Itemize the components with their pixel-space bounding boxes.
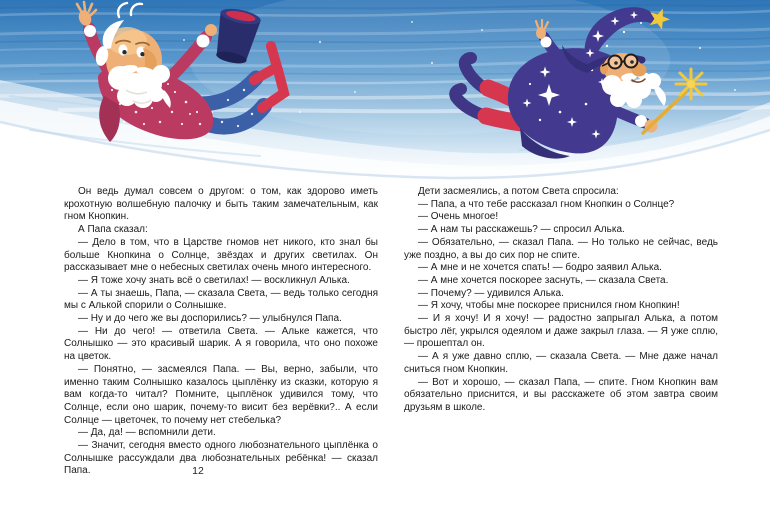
paragraph: — А ты знаешь, Папа, — сказала Света, — ведь только сегодня мы с Алькой спорили о Солнышке. [64, 287, 378, 312]
paragraph: — И я хочу! И я хочу! — радостно запрыгал Алька, а потом быстро лёг, укрылся одеялом и даже закрыл глаза. — Я уже сплю, — прошептал он. [404, 313, 718, 350]
left-text-column [64, 186, 378, 478]
paragraph: — Дело в том, что в Царстве гномов нет никого, кто знал бы больше Кнопкина о Солнце, звёздах и других светилах. Он рассказывает мне о небесных светилах очень много интересного. [64, 236, 378, 274]
paragraph: — Да, да! — вспомнили дети. [78, 427, 216, 439]
paragraph: Дети засмеялись, а потом Света спросила: [418, 186, 619, 197]
grandpa-cuff2 [197, 35, 210, 48]
paragraph: — Понятно, — засмеялся Папа. — Вы, верно, забыли, что именно таким Солнышко казалось цыплёнку из сказки, которую я вам когда-то читал? Помните, цыплёнок удивился тому, что Солнце, если оно шарик, почему-то висит без верёвки?.. А если Солнце — цветочек, то почему нет стебелька? [64, 363, 378, 426]
paragraph: — Очень многое! [418, 211, 499, 223]
paragraph: — А нам ты расскажешь? — спросил Алька. [418, 224, 625, 236]
paragraph: — Я тоже хочу знать всё о светилах! — воскликнул Алька. [78, 274, 350, 286]
paragraph: — А мне хочется поскорее заснуть, — сказала Света. [418, 274, 669, 286]
paragraph: — Папа, а что тебе рассказал гном Кнопкин о Солнце? [418, 198, 675, 210]
paragraph: — Я хочу, чтобы мне поскорее приснился гном Кнопкин! [418, 300, 680, 312]
grandpa-cuff [84, 25, 96, 37]
illustration [0, 0, 770, 192]
paragraph: — Ни до чего! — ответила Света. — Альке кажется, что Солнышко — это красивый шарик. А я говорила, что оно похоже на цветок. [64, 325, 378, 363]
paragraph: — Вот и хорошо, — сказал Папа, — спите. Гном Кнопкин вам обязательно приснится, и вы расскажете об этом завтра своим друзьям в школе. [404, 376, 718, 413]
right-text-column [404, 186, 718, 415]
paragraph: — А я уже давно сплю, — сказала Света. — Мне даже начал сниться гном Кнопкин. [404, 351, 718, 375]
page-number: 12 [192, 465, 204, 477]
paragraph: — Значит, сегодня вместо одного любознательного цыплёнка о Солнышке рассуждали два любознательных ребёнка! — сказал Папа. [64, 440, 378, 477]
paragraph: — Ну и до чего же вы доспорились? — улыбнулся Папа. [78, 313, 342, 325]
paragraph: А Папа сказал: [78, 224, 148, 236]
grandpa-hand-hat [205, 24, 217, 36]
paragraph: — Обязательно, — сказал Папа. — Но только не сейчас, ведь уже поздно, а вы до сих пор не спите. [404, 236, 718, 261]
paragraph: — А мне и не хочется спать! — бодро заявил Алька. [418, 262, 662, 274]
paragraph: — Почему? — удивился Алька. [418, 287, 564, 299]
paragraph: Он ведь думал совсем о другом: о том, как здорово иметь крохотную волшебную палочку и быть таким замечательным, как гном Кнопкин. [64, 186, 378, 223]
